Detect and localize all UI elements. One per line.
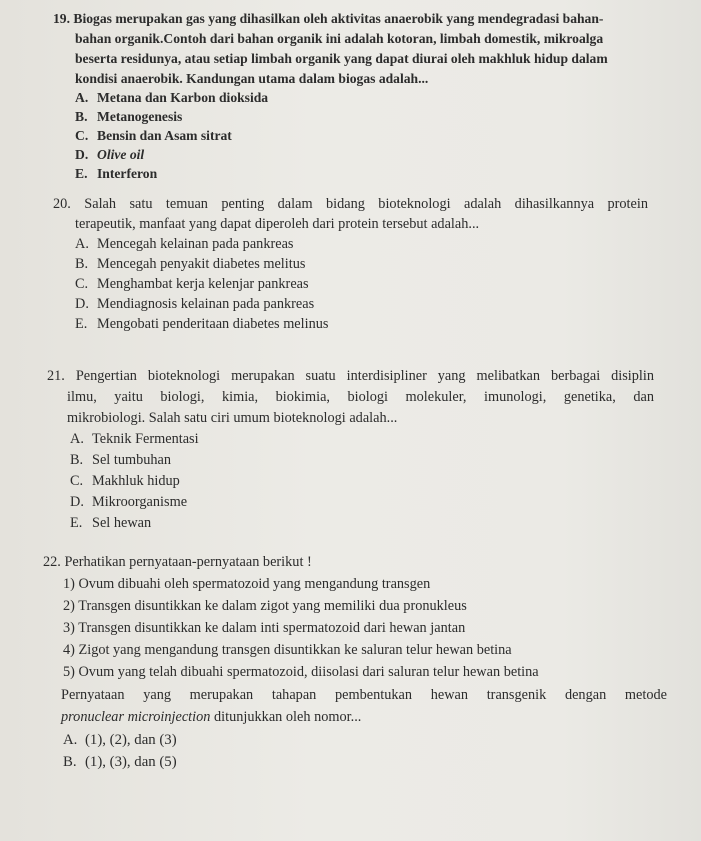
- question-19-stem-line-4: kondisi anaerobik. Kandungan utama dalam biogas adalah...: [75, 71, 429, 86]
- option-e[interactable]: E. Interferon: [75, 166, 158, 181]
- statement-5: 5) Ovum yang telah dibuahi spermatozoid, diisolasi dari saluran telur hewan betina: [63, 664, 539, 680]
- question-20-stem-line-1: 20. Salah satu temuan penting dalam bidang bioteknologi adalah dihasilkannya protein: [53, 196, 648, 212]
- question-20-stem-line-2: terapeutik, manfaat yang dapat diperoleh dari protein tersebut adalah...: [75, 216, 480, 232]
- option-d[interactable]: D. Mendiagnosis kelainan pada pankreas: [75, 296, 315, 312]
- option-b[interactable]: B. Sel tumbuhan: [70, 452, 172, 468]
- option-a[interactable]: A. Mencegah kelainan pada pankreas: [75, 236, 294, 252]
- question-number: 19.: [53, 11, 70, 26]
- question-21-stem-line-2: ilmu, yaitu biologi, kimia, biokimia, biologi molekuler, imunologi, genetika, dan: [67, 389, 654, 405]
- option-c[interactable]: C. Menghambat kerja kelenjar pankreas: [75, 276, 309, 292]
- option-b[interactable]: B. Metanogenesis: [75, 109, 183, 124]
- statement-2: 2) Transgen disuntikkan ke dalam zigot yang memiliki dua pronukleus: [63, 598, 467, 614]
- question-number: 20.: [53, 196, 71, 212]
- question-22-stem-line-1: 22. Perhatikan pernyataan-pernyataan berikut !: [43, 554, 312, 570]
- question-21-stem-line-3: mikrobiologi. Salah satu ciri umum bioteknologi adalah...: [67, 410, 398, 426]
- question-19-stem-line-2: bahan organik.Contoh dari bahan organik ini adalah kotoran, limbah domestik, mikroalga: [75, 31, 604, 46]
- option-b[interactable]: B. Mencegah penyakit diabetes melitus: [75, 256, 306, 272]
- option-a[interactable]: A. Metana dan Karbon dioksida: [75, 90, 269, 105]
- option-b[interactable]: B. (1), (3), dan (5): [63, 754, 177, 770]
- option-d[interactable]: D. Olive oil: [75, 147, 145, 162]
- option-d[interactable]: D. Mikroorganisme: [70, 494, 188, 510]
- question-19-stem-line-3: beserta residunya, atau setiap limbah organik yang dapat diurai oleh makhluk hidup dalam: [75, 51, 608, 66]
- statement-1: 1) Ovum dibuahi oleh spermatozoid yang mengandung transgen: [63, 576, 431, 592]
- option-c[interactable]: C. Bensin dan Asam sitrat: [75, 128, 232, 143]
- option-e[interactable]: E. Mengobati penderitaan diabetes melinus: [75, 316, 329, 332]
- option-c[interactable]: C. Makhluk hidup: [70, 473, 180, 489]
- statement-4: 4) Zigot yang mengandung transgen disuntikkan ke saluran telur hewan betina: [63, 642, 512, 658]
- question-number: 22.: [43, 554, 61, 570]
- option-a[interactable]: A. Teknik Fermentasi: [70, 431, 199, 447]
- question-22-closing-line-2: pronuclear microinjection ditunjukkan oleh nomor...: [61, 709, 362, 725]
- statement-3: 3) Transgen disuntikkan ke dalam inti spermatozoid dari hewan jantan: [63, 620, 466, 636]
- option-e[interactable]: E. Sel hewan: [70, 515, 152, 531]
- question-number: 21.: [47, 368, 65, 384]
- question-21-stem-line-1: 21. Pengertian bioteknologi merupakan suatu interdisipliner yang melibatkan berbagai disiplin: [47, 368, 654, 384]
- question-22-closing-line-1: Pernyataan yang merupakan tahapan pembentukan hewan transgenik dengan metode: [61, 687, 667, 703]
- option-a[interactable]: A. (1), (2), dan (3): [63, 732, 177, 748]
- question-19-stem-line-1: 19. Biogas merupakan gas yang dihasilkan oleh aktivitas anaerobik yang mendegradasi bahan-: [53, 11, 604, 26]
